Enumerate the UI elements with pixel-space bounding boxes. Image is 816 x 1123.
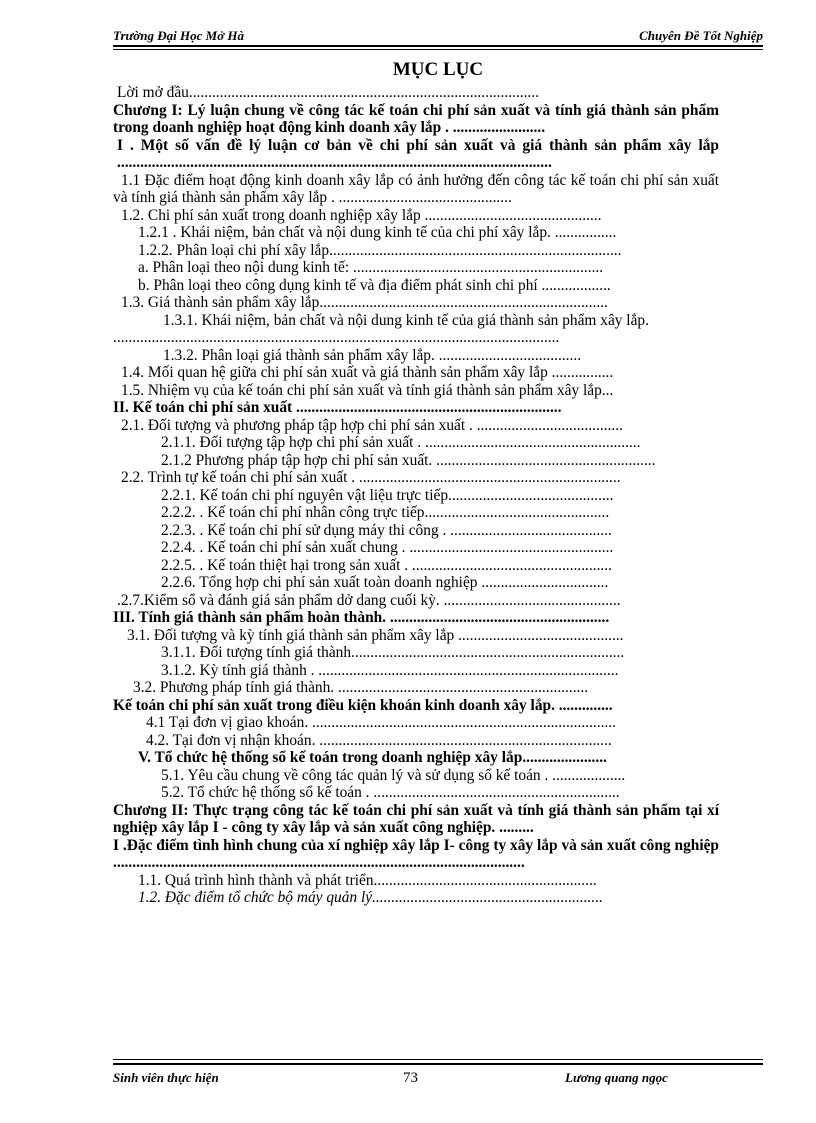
toc-entry: 1.2. Đặc điểm tổ chức bộ máy quản lý............................................................ bbox=[138, 889, 603, 906]
toc-entry: 1.1 Đặc điểm hoạt động kinh doanh xây lắp có ảnh hưởng đến công tác kế toán chi phí sản xuất và tính giá thành sản phẩm xây lắp . ............................................. bbox=[113, 171, 719, 206]
toc-entry: 1.4. Mối quan hệ giữa chi phí sản xuất và giá thành sản phẩm xây lắp ................ bbox=[121, 364, 614, 381]
table-of-contents bbox=[113, 84, 719, 907]
toc-entry: II. Kế toán chi phí sản xuất ..................................................................... bbox=[113, 399, 562, 416]
page-title: MỤC LỤC bbox=[392, 59, 484, 80]
toc-entry: 3.1.1. Đối tượng tính giá thành....................................................................... bbox=[161, 644, 625, 661]
footer-student-label: Sinh viên thực hiện bbox=[113, 1070, 219, 1085]
toc-entry: 2.1.2 Phương pháp tập hợp chi phí sản xuất. ......................................................... bbox=[161, 451, 656, 469]
toc-entry: 5.2. Tổ chức hệ thống sổ kế toán . ................................................................ bbox=[161, 784, 620, 801]
toc-entry: .2.7.Kiểm sổ và đánh giá sản phẩm dở dang cuối kỳ. .............................................. bbox=[117, 591, 621, 609]
footer-rule-thin bbox=[113, 1059, 763, 1060]
toc-entry: a. Phân loại theo nội dung kinh tế: ................................................................. bbox=[138, 259, 604, 276]
toc-entry: 2.1.1. Đối tượng tập hợp chi phí sản xuất . ........................................................ bbox=[161, 434, 641, 451]
toc-entry: 2.1. Đối tượng và phương pháp tập hợp chi phí sản xuất . ...................................... bbox=[121, 416, 623, 434]
toc-entry: Chương II: Thực trạng công tác kế toán chi phí sản xuất và tính giá thành sản phẩm tại xí nghiệp xây lắp I - công ty xây lắp và sản xuất công nghiệp. ......... bbox=[113, 801, 719, 836]
toc-entry: 1.3.1. Khái niệm, bản chất và nội dung kinh tế của giá thành sản phẩm xây lắp. bbox=[163, 311, 649, 329]
toc-entry: 1.2.1 . Khái niệm, bản chất và nội dung kinh tế của chi phí xây lắp. ................ bbox=[138, 224, 617, 241]
page-footer bbox=[113, 1070, 763, 1088]
toc-entry: 2.2. Trình tự kế toán chi phí sản xuất . .................................................................... bbox=[121, 469, 621, 486]
toc-entry: 2.2.2. . Kế toán chi phí nhân công trực tiếp................................................ bbox=[161, 504, 610, 521]
toc-entry: III. Tính giá thành sản phẩm hoàn thành. ......................................................... bbox=[113, 609, 610, 626]
toc-entry: Kế toán chi phí sản xuất trong điều kiện khoán kinh doanh xây lắp. .............. bbox=[113, 696, 613, 714]
toc-entry: 2.2.3. . Kế toán chi phí sử dụng máy thi công . .......................................... bbox=[161, 521, 612, 539]
header-rule-thick bbox=[113, 45, 763, 47]
toc-entry: 2.2.4. . Kế toán chi phí sản xuất chung . ..................................................... bbox=[161, 539, 614, 556]
toc-entry: I .Đặc điểm tình hình chung của xí nghiệp xây lắp I- công ty xây lắp và sản xuất công nghiệp ........................................................................................................... bbox=[113, 836, 719, 871]
toc-entry: 5.1. Yêu cầu chung về công tác quản lý và sử dụng sổ kế toán . ................... bbox=[161, 766, 626, 784]
toc-entry: 1.5. Nhiệm vụ của kế toán chi phí sản xuất và tính giá thành sản phẩm xây lắp... bbox=[121, 381, 614, 399]
header-school: Trường Đại Học Mở Hà bbox=[113, 28, 245, 43]
toc-entry: 3.1.2. Kỳ tính giá thành . .............................................................................. bbox=[161, 661, 619, 679]
toc-entry: I . Một số vấn đề lý luận cơ bản về chi phí sản xuất và giá thành sản phẩm xây lắp ................................................................................................................. bbox=[117, 136, 719, 171]
toc-entry: 3.2. Phương pháp tính giá thành. ................................................................. bbox=[133, 679, 589, 696]
toc-entry: 1.1. Quá trình hình thành và phát triển.......................................................... bbox=[138, 871, 597, 889]
toc-entry: 1.3. Giá thành sản phẩm xây lắp........................................................................... bbox=[121, 294, 608, 311]
toc-entry: Chương I: Lý luận chung về công tác kế toán chi phí sản xuất và tính giá thành sản phẩm trong doanh nghiệp hoạt động kinh doanh xây lắp . ........................ bbox=[113, 101, 719, 136]
page-number: 73 bbox=[403, 1070, 418, 1086]
toc-entry: 2.2.1. Kế toán chi phí nguyên vật liệu trực tiếp........................................... bbox=[161, 486, 614, 504]
toc-entry: 1.3.2. Phân loại giá thành sản phẩm xây lắp. ..................................... bbox=[163, 346, 582, 364]
toc-entry: 1.2. Chi phí sản xuất trong doanh nghiệp xây lắp .............................................. bbox=[121, 206, 602, 224]
toc-entry: V. Tổ chức hệ thống sổ kế toán trong doanh nghiệp xây lắp...................... bbox=[138, 749, 607, 766]
header-rule-thin bbox=[113, 49, 763, 50]
toc-entry: 2.2.6. Tổng hợp chi phí sản xuất toàn doanh nghiệp ................................. bbox=[161, 574, 609, 591]
toc-entry: 3.1. Đối tượng và kỳ tính giá thành sản phẩm xây lắp ........................................... bbox=[127, 626, 624, 644]
header-doc-type: Chuyên Đề Tốt Nghiệp bbox=[639, 28, 763, 43]
footer-author: Lương quang ngọc bbox=[565, 1070, 668, 1085]
toc-entry: 2.2.5. . Kế toán thiệt hại trong sản xuất . .................................................... bbox=[161, 556, 612, 574]
toc-entry: 4.1 Tại đơn vị giao khoán. ............................................................................... bbox=[146, 714, 616, 731]
page-header bbox=[113, 28, 763, 46]
toc-entry: .................................................................................................................... bbox=[113, 329, 560, 346]
footer-rule-thick bbox=[113, 1063, 763, 1065]
toc-entry: Lời mở đầu........................................................................................... bbox=[117, 84, 539, 101]
toc-entry: 1.2.2. Phân loại chi phí xây lắp............................................................................ bbox=[138, 241, 622, 259]
toc-entry: 4.2. Tại đơn vị nhận khoán. ............................................................................ bbox=[146, 731, 612, 749]
toc-entry: b. Phân loại theo công dụng kinh tế và địa điểm phát sinh chi phí .................. bbox=[138, 276, 611, 294]
